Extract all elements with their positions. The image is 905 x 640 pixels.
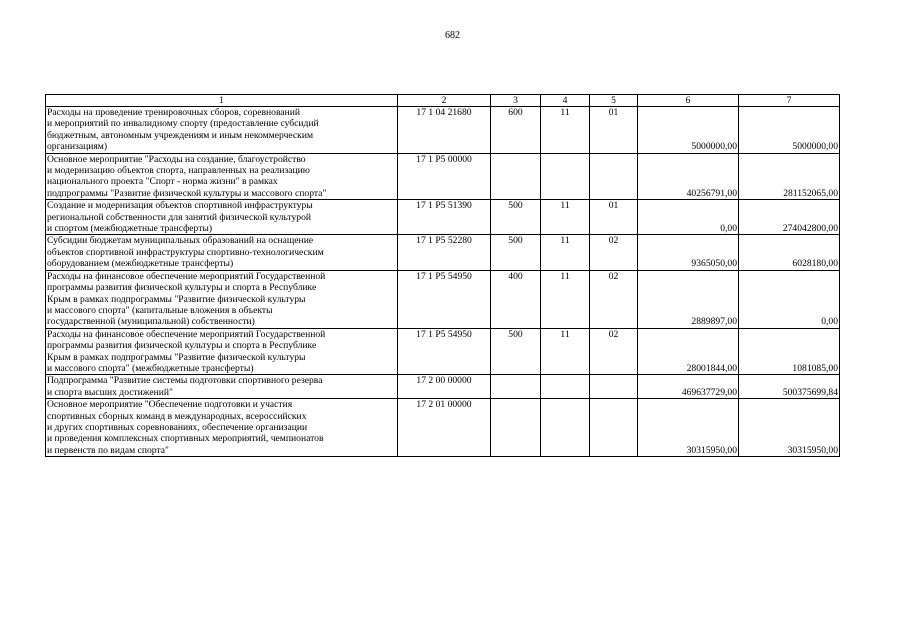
row-sum-year1-cell: 0,00 xyxy=(638,200,739,235)
row-expense-type-cell: 500 xyxy=(491,200,541,235)
row-subsection-cell: 02 xyxy=(590,328,638,375)
row-sum-year1-cell: 9365050,00 xyxy=(638,235,739,270)
row-name-line: Создание и модернизация объектов спортивной инфраструктуры xyxy=(47,200,313,212)
header-cell-3: 3 xyxy=(491,95,541,107)
row-sum-year1-cell: 469637729,00 xyxy=(638,375,739,399)
row-section-cell: 11 xyxy=(541,270,590,328)
row-name-line: и мероприятий по инвалидному спорту (предоставление субсидий xyxy=(47,118,319,130)
row-code-cell: 17 1 P5 51390 xyxy=(398,200,491,235)
table-row xyxy=(46,375,840,399)
row-section-cell: 11 xyxy=(541,235,590,270)
row-name-line: и других спортивных соревнованиях, обеспечение организации xyxy=(47,421,308,433)
row-expense-type-cell xyxy=(491,399,541,457)
row-name-line: бюджетным, автономным учреждениям и иным некоммерческим xyxy=(47,129,314,141)
row-name-line: Расходы на проведение тренировочных сборов, соревнований xyxy=(47,107,301,118)
row-name-line: и первенств по видам спорта" xyxy=(47,444,169,456)
row-name-line: Субсидии бюджетам муниципальных образований на оснащение xyxy=(47,235,314,247)
header-cell-5: 5 xyxy=(590,95,638,107)
row-sum-year2-cell: 281152065,00 xyxy=(739,153,840,200)
row-name-line: программы развития физической культуры и спорта в Республике xyxy=(47,282,317,294)
row-name-line: оборудованием (межбюджетные трансферты) xyxy=(47,258,234,270)
row-name-cell xyxy=(46,270,398,328)
row-section-cell: 11 xyxy=(541,200,590,235)
header-cell-7: 7 xyxy=(739,95,840,107)
table-row xyxy=(46,270,840,328)
row-code-cell: 17 1 P5 00000 xyxy=(398,153,491,200)
row-sum-year1-cell: 5000000,00 xyxy=(638,107,739,154)
row-subsection-cell: 01 xyxy=(590,107,638,154)
row-section-cell xyxy=(541,375,590,399)
row-name-line: подпрограммы "Развитие физической культуры и массового спорта" xyxy=(47,187,327,199)
row-subsection-cell: 02 xyxy=(590,270,638,328)
row-subsection-cell: 01 xyxy=(590,200,638,235)
row-name-line: и спортом (межбюджетные трансферты) xyxy=(47,223,213,235)
row-name-line: и массового спорта" (межбюджетные трансферты) xyxy=(47,362,254,374)
row-sum-year2-cell: 500375699,84 xyxy=(739,375,840,399)
row-sum-year2-cell: 30315950,00 xyxy=(739,399,840,457)
table-row xyxy=(46,200,840,235)
row-subsection-cell xyxy=(590,375,638,399)
header-row xyxy=(46,95,840,107)
row-name-line: Основное мероприятие "Обеспечение подготовки и участия xyxy=(47,399,293,411)
row-name-line: Расходы на финансовое обеспечение мероприятий Государственной xyxy=(47,270,326,282)
row-name-line: организациям) xyxy=(47,141,108,153)
row-name-line: Крым в рамках подпрограммы "Развитие физической культуры xyxy=(47,351,306,363)
row-name-line: объектов спортивной инфраструктуры спортивно-технологическим xyxy=(47,246,324,258)
header-cell-2: 2 xyxy=(398,95,491,107)
row-expense-type-cell: 500 xyxy=(491,235,541,270)
row-name-line: Крым в рамках подпрограммы "Развитие физической культуры xyxy=(47,293,306,305)
row-code-cell: 17 1 P5 54950 xyxy=(398,328,491,375)
table-row xyxy=(46,153,840,200)
table-row xyxy=(46,399,840,457)
row-expense-type-cell: 500 xyxy=(491,328,541,375)
row-code-cell: 17 1 04 21680 xyxy=(398,107,491,154)
row-subsection-cell: 02 xyxy=(590,235,638,270)
row-sum-year1-cell: 28001844,00 xyxy=(638,328,739,375)
row-name-line: и проведения комплексных спортивных мероприятий, чемпионатов xyxy=(47,433,324,445)
page-number: 682 xyxy=(445,30,460,41)
row-name-line: программы развития физической культуры и спорта в Республике xyxy=(47,340,317,352)
row-code-cell: 17 1 P5 54950 xyxy=(398,270,491,328)
row-section-cell xyxy=(541,399,590,457)
row-name-cell xyxy=(46,107,398,154)
row-name-line: спортивных сборных команд в международных, всероссийских xyxy=(47,410,307,422)
row-subsection-cell xyxy=(590,153,638,200)
table-row xyxy=(46,328,840,375)
row-section-cell: 11 xyxy=(541,328,590,375)
table-row xyxy=(46,235,840,270)
row-sum-year2-cell: 274042800,00 xyxy=(739,200,840,235)
row-name-line: и спорта высших достижений" xyxy=(47,386,173,398)
budget-table xyxy=(45,94,840,457)
row-name-cell xyxy=(46,328,398,375)
row-code-cell: 17 2 01 00000 xyxy=(398,399,491,457)
row-sum-year2-cell: 5000000,00 xyxy=(739,107,840,154)
row-code-cell: 17 2 00 00000 xyxy=(398,375,491,399)
row-subsection-cell xyxy=(590,399,638,457)
header-cell-1: 1 xyxy=(46,95,398,107)
row-sum-year2-cell: 6028180,00 xyxy=(739,235,840,270)
row-name-cell xyxy=(46,399,398,457)
row-name-line: государственной (муниципальной) собственности) xyxy=(47,316,255,328)
row-sum-year1-cell: 30315950,00 xyxy=(638,399,739,457)
row-name-cell xyxy=(46,153,398,200)
row-name-line: Подпрограмма "Развитие системы подготовки спортивного резерва xyxy=(47,375,323,387)
row-sum-year1-cell: 2889897,00 xyxy=(638,270,739,328)
header-cell-6: 6 xyxy=(638,95,739,107)
row-expense-type-cell xyxy=(491,153,541,200)
row-name-line: Расходы на финансовое обеспечение мероприятий Государственной xyxy=(47,328,326,340)
row-name-line: и модернизацию объектов спорта, направленных на реализацию xyxy=(47,165,310,177)
table-body xyxy=(46,95,840,457)
row-name-cell xyxy=(46,235,398,270)
row-expense-type-cell: 400 xyxy=(491,270,541,328)
row-sum-year2-cell: 0,00 xyxy=(739,270,840,328)
row-expense-type-cell xyxy=(491,375,541,399)
row-name-line: Основное мероприятие "Расходы на создание, благоустройство xyxy=(47,153,306,165)
row-code-cell: 17 1 P5 52280 xyxy=(398,235,491,270)
row-name-line: и массового спорта" (капитальные вложения в объекты xyxy=(47,304,273,316)
row-sum-year1-cell: 40256791,00 xyxy=(638,153,739,200)
row-name-line: региональной собственности для занятий физической культурой xyxy=(47,211,312,223)
row-name-cell xyxy=(46,200,398,235)
table-row xyxy=(46,107,840,154)
row-section-cell xyxy=(541,153,590,200)
row-section-cell: 11 xyxy=(541,107,590,154)
row-name-cell xyxy=(46,375,398,399)
row-expense-type-cell: 600 xyxy=(491,107,541,154)
header-cell-4: 4 xyxy=(541,95,590,107)
row-sum-year2-cell: 1081085,00 xyxy=(739,328,840,375)
row-name-line: национального проекта "Спорт - норма жизни" в рамках xyxy=(47,176,278,188)
